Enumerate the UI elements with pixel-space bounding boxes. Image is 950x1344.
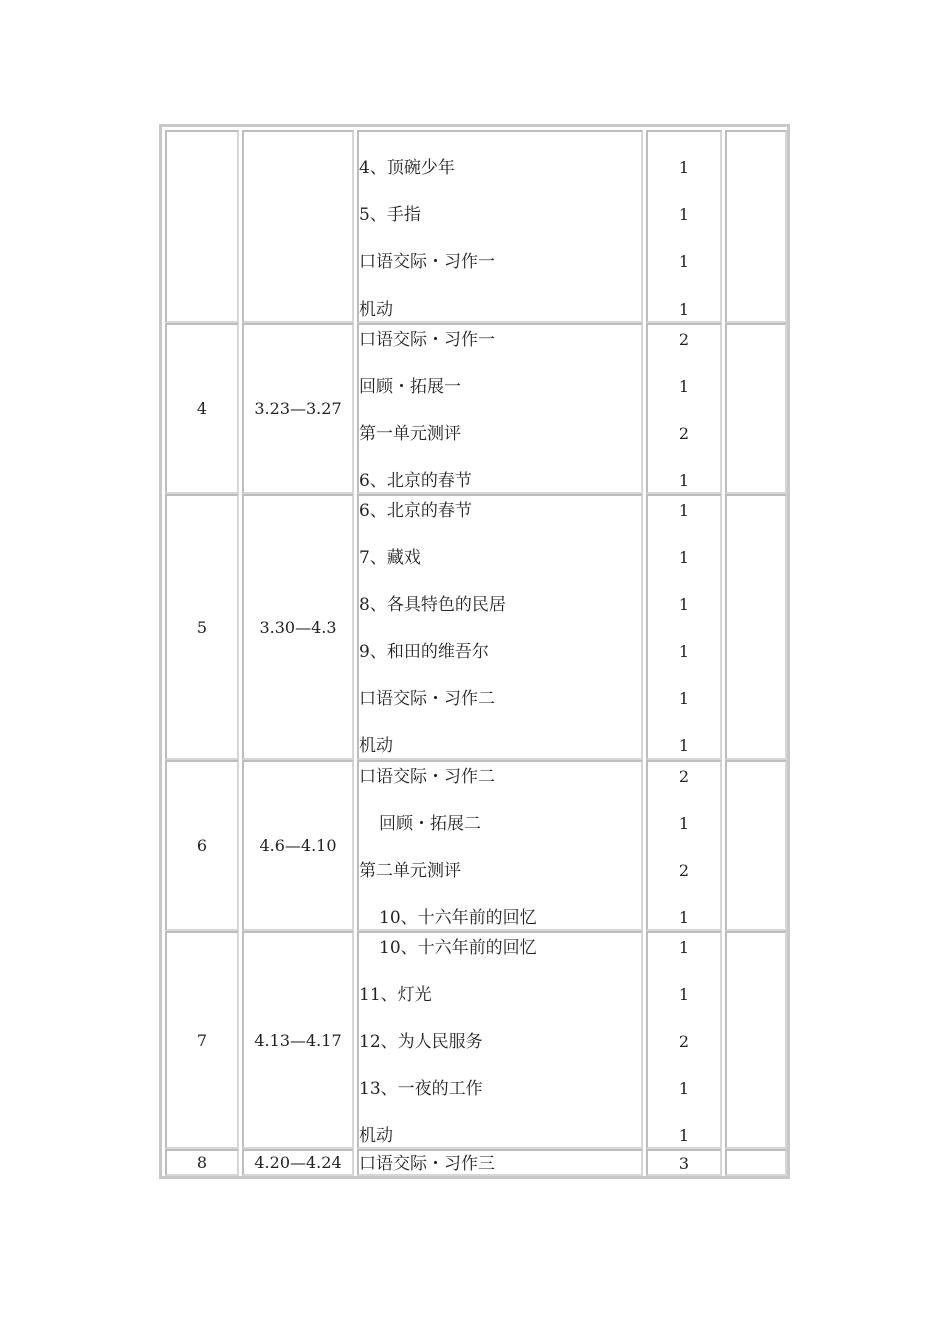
hours-value: 1 [678,814,690,833]
lesson-text: 口语交际・习作一 [359,330,495,350]
hours-value: 1 [678,548,690,567]
schedule-table [159,124,790,1179]
lesson-text: 口语交际・习作三 [359,1154,495,1174]
lesson-text: 9、和田的维吾尔 [359,642,489,662]
lessons-cell [357,130,643,323]
dates-cell: 4.6—4.10 [242,760,354,931]
lesson-text: 口语交际・习作二 [359,767,495,787]
hours-value: 2 [678,424,690,443]
week-cell [165,130,239,323]
hours-cell [646,130,722,323]
lesson-text: 口语交际・习作二 [359,689,495,709]
week-cell: 7 [165,931,239,1149]
lesson-text: 12、为人民服务 [359,1032,483,1052]
table-row [162,1149,787,1176]
hours-value: 2 [678,861,690,880]
table-row [162,323,787,494]
table-row [162,931,787,1149]
hours-value: 1 [678,300,690,319]
lesson-text: 10、十六年前的回忆 [379,938,537,958]
hours-value: 1 [678,377,690,396]
lesson-text: 机动 [359,736,393,756]
hours-value: 1 [678,205,690,224]
lessons-cell [357,931,643,1149]
hours-value: 1 [678,908,690,927]
hours-value: 1 [678,252,690,271]
hours-value: 1 [678,736,690,755]
week-cell: 8 [165,1149,239,1176]
remarks-cell [725,130,787,323]
lessons-cell [357,323,643,494]
week-cell: 6 [165,760,239,931]
lesson-text: 回顾・拓展一 [359,377,461,397]
remarks-cell [725,1149,787,1176]
hours-value: 1 [678,501,690,520]
lesson-text: 回顾・拓展二 [379,814,481,834]
hours-cell [646,931,722,1149]
lesson-text: 8、各具特色的民居 [359,595,506,615]
lesson-text: 6、北京的春节 [359,471,472,491]
lesson-text: 第二单元测评 [359,861,461,881]
lessons-cell [357,760,643,931]
hours-value: 2 [678,330,690,349]
hours-value: 2 [678,1032,690,1051]
lesson-text: 6、北京的春节 [359,501,472,521]
week-cell: 5 [165,494,239,760]
dates-cell: 4.13—4.17 [242,931,354,1149]
lesson-text: 口语交际・习作一 [359,252,495,272]
lesson-text: 机动 [359,300,393,320]
hours-cell [646,494,722,760]
remarks-cell [725,323,787,494]
lesson-text: 7、藏戏 [359,548,421,568]
remarks-cell [725,494,787,760]
week-cell: 4 [165,323,239,494]
hours-value: 1 [678,1079,690,1098]
lesson-text: 4、顶碗少年 [359,158,455,178]
hours-value: 1 [678,985,690,1004]
hours-value: 3 [678,1154,690,1173]
dates-cell [242,130,354,323]
remarks-cell [725,931,787,1149]
hours-value: 1 [678,471,690,490]
lesson-text: 第一单元测评 [359,424,461,444]
table-row [162,130,787,323]
dates-cell: 3.23—3.27 [242,323,354,494]
hours-value: 1 [678,689,690,708]
hours-value: 1 [678,642,690,661]
lesson-text: 11、灯光 [359,985,432,1005]
lesson-text: 10、十六年前的回忆 [379,908,537,928]
dates-cell: 4.20—4.24 [242,1149,354,1176]
lessons-cell [357,1149,643,1176]
hours-value: 2 [678,767,690,786]
lesson-text: 5、手指 [359,205,421,225]
dates-cell: 3.30—4.3 [242,494,354,760]
table-row [162,494,787,760]
hours-value: 1 [678,938,690,957]
hours-value: 1 [678,595,690,614]
hours-cell [646,323,722,494]
hours-cell [646,760,722,931]
hours-cell [646,1149,722,1176]
table-row [162,760,787,931]
lesson-text: 机动 [359,1126,393,1146]
hours-value: 1 [678,158,690,177]
hours-value: 1 [678,1126,690,1145]
lesson-text: 13、一夜的工作 [359,1079,483,1099]
lessons-cell [357,494,643,760]
remarks-cell [725,760,787,931]
